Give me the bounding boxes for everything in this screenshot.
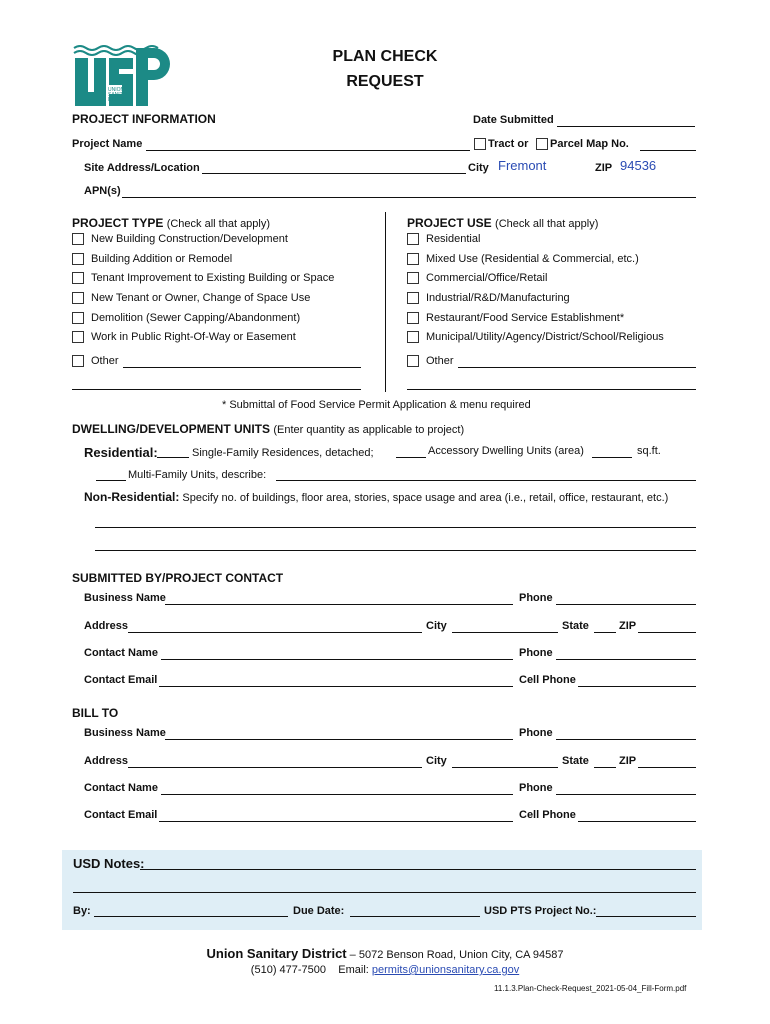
email-link[interactable]: permits@unionsanitary.ca.gov	[371, 964, 520, 976]
project-type-other-input[interactable]	[123, 367, 361, 368]
non-residential-input-1[interactable]	[95, 527, 696, 528]
zip-field[interactable]: 94536	[620, 158, 657, 173]
submitted-cell-phone-input[interactable]	[578, 686, 696, 687]
project-type-other-checkbox[interactable]	[72, 355, 84, 367]
bill-to-heading: BILL TO	[72, 706, 119, 720]
submitted-phone-input[interactable]	[556, 604, 696, 605]
submitted-business-name-label: Business Name	[84, 592, 166, 604]
submitted-phone-2-label: Phone	[519, 647, 553, 659]
usd-logo	[72, 44, 172, 110]
project-use-other-input-2[interactable]	[407, 389, 696, 390]
project-use-other-label: Other	[426, 355, 454, 367]
usd-notes-input-2[interactable]	[73, 892, 696, 893]
non-residential-row: Non-Residential: Specify no. of buildings, floor area, stories, space usage and area (i.e., retail, office, restaurant, etc.)	[84, 490, 669, 504]
adu-qty-input[interactable]	[396, 457, 426, 458]
project-type-heading: PROJECT TYPE (Check all that apply)	[72, 216, 271, 230]
project-use-option-checkbox[interactable]	[407, 253, 419, 265]
project-use-option-label: Mixed Use (Residential & Commercial, etc.)	[426, 253, 639, 265]
project-type-option-checkbox[interactable]	[72, 253, 84, 265]
project-use-option-label: Restaurant/Food Service Establishment*	[426, 312, 625, 324]
bill-to-contact-email-input[interactable]	[159, 821, 513, 822]
tract-or-label: Tract or	[488, 138, 529, 150]
project-type-other-input-2[interactable]	[72, 389, 361, 390]
adu-label: Accessory Dwelling Units (area)	[428, 445, 584, 457]
city-label: City	[468, 162, 489, 174]
tract-checkbox[interactable]	[474, 138, 486, 150]
project-use-option-checkbox[interactable]	[407, 331, 419, 343]
apn-label: APN(s)	[84, 185, 121, 197]
due-date-label: Due Date:	[293, 905, 345, 917]
multi-family-label: Multi-Family Units, describe:	[128, 469, 267, 481]
submitted-phone-label: Phone	[519, 592, 553, 604]
project-type-option-label: Work in Public Right-Of-Way or Easement	[91, 331, 296, 343]
by-label: By:	[73, 905, 91, 917]
bill-to-address-label: Address	[84, 755, 129, 767]
bill-to-zip-label: ZIP	[619, 755, 637, 767]
submitted-contact-email-input[interactable]	[159, 686, 513, 687]
project-name-input[interactable]	[146, 150, 470, 151]
submitted-cell-phone-label: Cell Phone	[519, 674, 576, 686]
page-title-line2: REQUEST	[346, 73, 424, 90]
parcel-map-input[interactable]	[640, 150, 696, 151]
project-use-option-checkbox[interactable]	[407, 272, 419, 284]
usd-notes-panel	[62, 850, 702, 930]
bill-to-city-input[interactable]	[452, 767, 558, 768]
submitted-business-name-input[interactable]	[165, 604, 513, 605]
submitted-address-input[interactable]	[128, 632, 422, 633]
project-name-label: Project Name	[72, 138, 143, 150]
project-type-option-label: New Building Construction/Development	[91, 233, 288, 245]
project-use-option-label: Residential	[426, 233, 481, 245]
bill-to-business-name-label: Business Name	[84, 727, 166, 739]
project-use-option-checkbox[interactable]	[407, 292, 419, 304]
bill-to-state-label: State	[562, 755, 589, 767]
multi-family-qty-input[interactable]	[96, 480, 126, 481]
site-address-input[interactable]	[202, 173, 466, 174]
food-service-footnote: * Submittal of Food Service Permit Application & menu required	[222, 399, 531, 411]
project-use-heading: PROJECT USE (Check all that apply)	[407, 216, 599, 230]
apn-input[interactable]	[122, 197, 696, 198]
project-use-option-checkbox[interactable]	[407, 233, 419, 245]
project-type-option-label: Building Addition or Remodel	[91, 253, 233, 265]
footer-address: Union Sanitary District – 5072 Benson Road, Union City, CA 94587	[206, 946, 564, 961]
bill-to-phone-label: Phone	[519, 727, 553, 739]
bill-to-phone-2-input[interactable]	[556, 794, 696, 795]
submitted-state-label: State	[562, 620, 589, 632]
submitted-zip-input[interactable]	[638, 632, 696, 633]
date-submitted-input[interactable]	[557, 126, 695, 127]
city-field[interactable]: Fremont	[498, 158, 547, 173]
usd-notes-input-1[interactable]	[140, 869, 696, 870]
project-use-option-checkbox[interactable]	[407, 312, 419, 324]
submitted-city-label: City	[426, 620, 447, 632]
project-use-other-input[interactable]	[458, 367, 696, 368]
pts-project-input[interactable]	[596, 916, 696, 917]
bill-to-contact-name-label: Contact Name	[84, 782, 158, 794]
bill-to-contact-name-input[interactable]	[161, 794, 513, 795]
pts-project-label: USD PTS Project No.:	[484, 905, 597, 917]
column-divider	[385, 212, 386, 392]
non-residential-input-2[interactable]	[95, 550, 696, 551]
project-type-option-label: New Tenant or Owner, Change of Space Use	[91, 292, 311, 304]
bill-to-phone-2-label: Phone	[519, 782, 553, 794]
project-use-option-label: Industrial/R&D/Manufacturing	[426, 292, 570, 304]
single-family-input[interactable]	[157, 457, 189, 458]
project-type-option-label: Demolition (Sewer Capping/Abandonment)	[91, 312, 301, 324]
bill-to-cell-phone-input[interactable]	[578, 821, 696, 822]
submitted-state-input[interactable]	[594, 632, 616, 633]
submitted-contact-name-label: Contact Name	[84, 647, 158, 659]
project-use-option-label: Municipal/Utility/Agency/District/School/Religious	[426, 331, 664, 343]
bill-to-zip-input[interactable]	[638, 767, 696, 768]
file-name: 11.1.3.Plan-Check-Request_2021-05-04_Fill-Form.pdf	[494, 984, 687, 993]
submitted-zip-label: ZIP	[619, 620, 637, 632]
parcel-map-label: Parcel Map No.	[550, 138, 629, 150]
parcel-map-checkbox[interactable]	[536, 138, 548, 150]
project-use-other-checkbox[interactable]	[407, 355, 419, 367]
due-date-input[interactable]	[350, 916, 480, 917]
submitted-contact-name-input[interactable]	[161, 659, 513, 660]
bill-to-address-input[interactable]	[128, 767, 422, 768]
submitted-address-label: Address	[84, 620, 129, 632]
page-title-line1: PLAN CHECK	[332, 48, 438, 65]
bill-to-cell-phone-label: Cell Phone	[519, 809, 576, 821]
bill-to-phone-input[interactable]	[556, 739, 696, 740]
submitted-phone-2-input[interactable]	[556, 659, 696, 660]
project-type-option-checkbox[interactable]	[72, 233, 84, 245]
submitted-city-input[interactable]	[452, 632, 558, 633]
project-type-option-checkbox[interactable]	[72, 292, 84, 304]
project-use-option-label: Commercial/Office/Retail	[426, 272, 548, 284]
footer-contact: (510) 477-7500 Email: permits@unionsanitary.ca.gov	[250, 964, 520, 976]
single-family-label: Single-Family Residences, detached;	[192, 447, 374, 459]
bill-to-business-name-input[interactable]	[165, 739, 513, 740]
project-type-other-label: Other	[91, 355, 119, 367]
by-input[interactable]	[94, 916, 288, 917]
submitted-by-heading: SUBMITTED BY/PROJECT CONTACT	[72, 571, 284, 585]
project-type-option-label: Tenant Improvement to Existing Building or Space	[91, 272, 335, 284]
adu-area-input[interactable]	[592, 457, 632, 458]
bill-to-city-label: City	[426, 755, 447, 767]
logo-subtext: UNION SANITARY DISTRICT	[108, 87, 133, 103]
project-info-heading: PROJECT INFORMATION	[72, 112, 216, 126]
project-type-option-checkbox[interactable]	[72, 272, 84, 284]
project-type-option-checkbox[interactable]	[72, 312, 84, 324]
usd-notes-label: USD Notes:	[73, 856, 145, 871]
zip-label: ZIP	[595, 162, 613, 174]
bill-to-state-input[interactable]	[594, 767, 616, 768]
project-type-option-checkbox[interactable]	[72, 331, 84, 343]
dwelling-heading: DWELLING/DEVELOPMENT UNITS (Enter quantity as applicable to project)	[72, 422, 465, 436]
date-submitted-label: Date Submitted	[473, 114, 554, 126]
bill-to-contact-email-label: Contact Email	[84, 809, 158, 821]
residential-label: Residential:	[84, 445, 158, 460]
submitted-contact-email-label: Contact Email	[84, 674, 158, 686]
multi-family-describe-input[interactable]	[276, 480, 696, 481]
sqft-label: sq.ft.	[637, 445, 661, 457]
site-address-label: Site Address/Location	[84, 162, 200, 174]
